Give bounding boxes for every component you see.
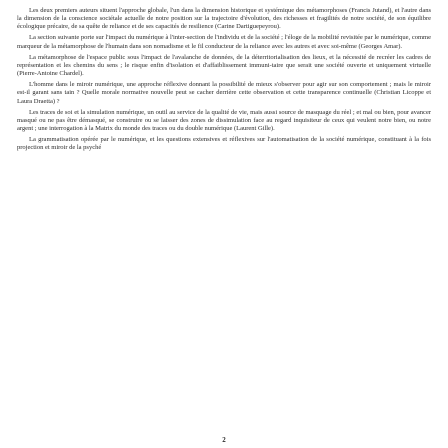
paragraph-intro: Les deux premiers auteurs situent l'approche globale, l'un dans la dimension historique et systémique des métamorphoses (Francis Jutand), et l'autre dans la dimension de la conscience sociétale actuelle de notre position sur la trajectoire d'évolution, des richesses et fragilités de notre société, de son équilibre écologique précaire, de sa quête de reliance et de ses capacités de resilience (Carine Dartiguepeyrou). (17, 7, 431, 31)
paragraph-digital-mirror: L'homme dans le miroir numérique, une approche réflexive donnant la possibilité de mieux s'observer pour agir sur son comportement ; mais le miroir est-il garant sans tain ? Quelle morale normative nouvelle peut se cacher derrière cette observation et cette transparence continuelle (Christian Licoppe et Laura Draetta) ? (17, 81, 431, 105)
paragraph-self-traces: Les traces de soi et la simulation numérique, un outil au service de la qualité de vie, mais aussi source de masquage du réel ; et mal ou bien, pour avancer masqué ou ne pas être démasqué, se construire ou se laisser des zones de dissimulation face au regard inquisiteur de ceux qui veulent notre bien, ou notre argent ; une interrogation à la Matrix du monde des traces ou du double numérique (Laurent Gille). (17, 108, 431, 133)
paragraph-grammatisation: La grammatisation opérée par le numérique, et les questions extensives et réflexives sur l'automatisation de la société numérique, constituant à la fois projection et miroir de la psyché (17, 136, 431, 152)
paragraph-public-space: La métamorphose de l'espace public sous l'impact de l'avalanche de données, de la déterritorialisation des lieux, et la nécessité de recréer les cadres de représentation et les chemins du sens ; le risque enfin d'isolation et d'affaiblissement immuni-taire que serait une société ouverte et uniquement virtuelle (Pierre-Antoine Chardel). (17, 53, 431, 78)
paragraph-mobility: La section suivante porte sur l'impact du numérique à l'inter-section de l'individu et de la société ; l'éloge de la mobilité revisitée par le numérique, comme marqueur de la métamorphose de l'humain dans son nomadisme et le fil conducteur de la reliance avec les autres et avec soi-même (Georges Amar). (17, 34, 431, 50)
page-number: 2 (222, 436, 226, 444)
